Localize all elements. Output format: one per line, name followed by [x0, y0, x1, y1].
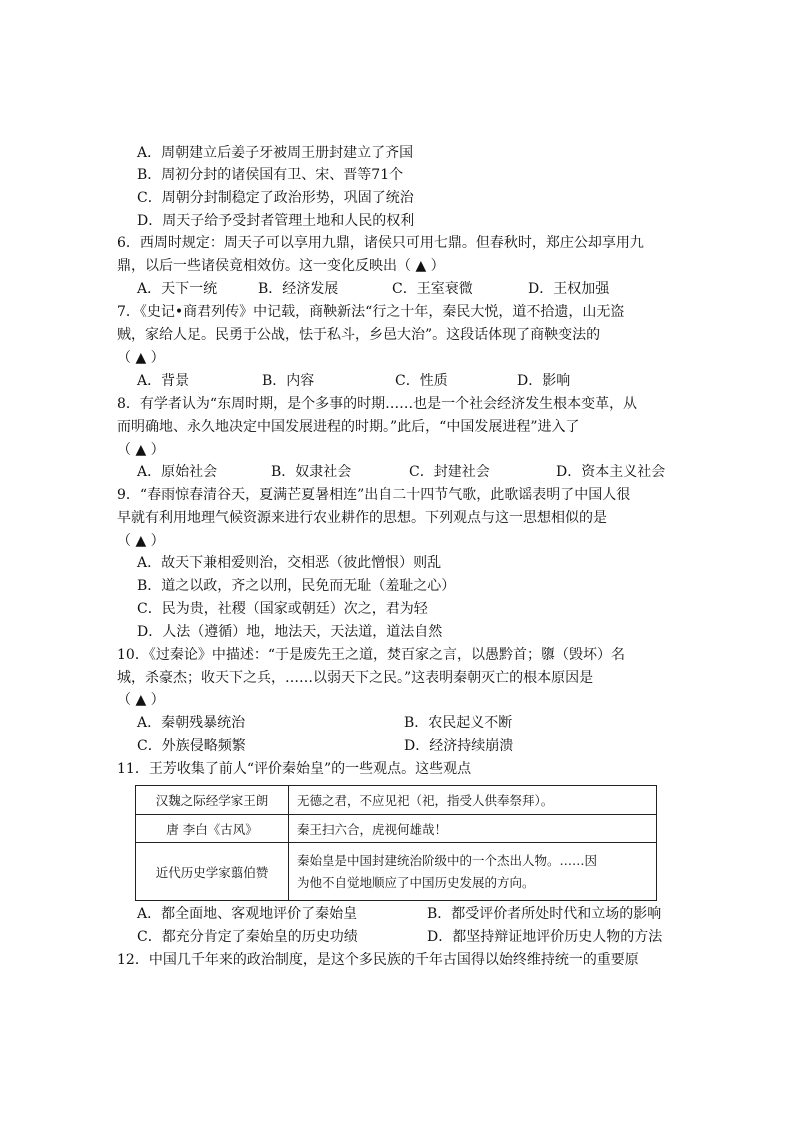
q9-option-b: B．道之以政，齐之以刑，民免而无耻（羞耻之心） — [137, 578, 456, 594]
q5-option-c: C．周朝分封制稳定了政治形势，巩固了统治 — [137, 190, 414, 206]
q5-option-a: A．周朝建立后姜子牙被周王册封建立了齐国 — [137, 145, 414, 161]
q10-option-c: C．外族侵略频繁 — [137, 738, 246, 754]
q7-option-b: B．内容 — [262, 373, 315, 389]
q8-option-d: D．资本主义社会 — [556, 464, 666, 480]
q7-option-a: A．背景 — [137, 373, 190, 389]
q10-option-b: B．农民起义不断 — [404, 715, 513, 731]
table-cell-source: 近代历史学家翦伯赞 — [136, 843, 289, 901]
table-row — [136, 815, 657, 843]
q8-answer-blank: （ ▲ ） — [117, 442, 165, 458]
q6-stem-line-2: 鼎，以后一些诸侯竟相效仿。这一变化反映出（ ▲ ） — [117, 258, 445, 274]
q8-stem-line-1: 8．有学者认为“东周时期，是个多事的时期……也是一个社会经济发生根本变革，从 — [117, 396, 638, 412]
table-row — [136, 786, 657, 815]
table-cell-view: 无德之君，不应见祀（祀，指受人供奉祭拜）。 — [289, 786, 657, 815]
q10-option-d: D．经济持续崩溃 — [404, 738, 514, 754]
q9-answer-blank: （ ▲ ） — [117, 533, 165, 549]
q10-stem-line-2: 城，杀豪杰；收天下之兵，……以弱天下之民。”这表明秦朝灭亡的根本原因是 — [117, 670, 594, 686]
q11-stem: 11．王芳收集了前人“评价秦始皇”的一些观点。这些观点 — [117, 761, 472, 777]
q6-option-c: C．王室衰微 — [392, 281, 473, 297]
table-cell-source: 唐 李白《古风》 — [136, 815, 289, 843]
q8-option-a: A．原始社会 — [137, 464, 218, 480]
q5-option-b: B．周初分封的诸侯国有卫、宋、晋等71个 — [137, 167, 404, 183]
q8-option-c: C．封建社会 — [409, 464, 490, 480]
q6-stem-line-1: 6．西周时规定：周天子可以享用九鼎，诸侯只可用七鼎。但春秋时，郑庄公却享用九 — [117, 235, 644, 251]
q8-option-b: B．奴隶社会 — [271, 464, 352, 480]
q10-option-a: A．秦朝残暴统治 — [137, 715, 246, 731]
q11-option-d: D．都坚持辩证地评价历史人物的方法 — [427, 929, 663, 945]
q11-option-a: A．都全面地、客观地评价了秦始皇 — [137, 906, 358, 922]
q9-stem-line-1: 9．“春雨惊春清谷天，夏满芒夏暑相连”出自二十四节气歌，此歌谣表明了中国人很 — [117, 487, 631, 503]
q9-stem-line-2: 早就有利用地理气候资源来进行农业耕作的思想。下列观点与这一思想相似的是 — [117, 510, 607, 526]
q7-option-d: D．影响 — [517, 373, 571, 389]
table-row — [136, 843, 657, 901]
q11-views-table — [135, 785, 657, 901]
q11-option-c: C．都充分肯定了秦始皇的历史功绩 — [137, 929, 358, 945]
q10-answer-blank: （ ▲ ） — [117, 692, 165, 708]
q9-option-c: C．民为贵，社稷（国家或朝廷）次之，君为轻 — [137, 601, 428, 617]
q6-option-a: A．天下一统 — [137, 281, 218, 297]
table-cell-source: 汉魏之际经学家王朗 — [136, 786, 289, 815]
q8-stem-line-2: 而明确地、永久地决定中国发展进程的时期。”此后，“中国发展进程”进入了 — [117, 419, 580, 435]
q7-stem-line-1: 7．《史记•商君列传》中记载，商鞅新法“行之十年，秦民大悦，道不拾遗，山无盗 — [117, 304, 625, 320]
table-cell-view — [289, 843, 657, 901]
q9-option-a: A．故天下兼相爱则治，交相恶（彼此憎恨）则乱 — [137, 555, 442, 571]
table-cell-view-line-2: 为他不自觉地顺应了中国历史发展的方向。 — [297, 874, 535, 890]
q6-option-d: D．王权加强 — [528, 281, 610, 297]
q9-option-d: D．人法（遵循）地，地法天，天法道，道法自然 — [137, 624, 443, 640]
q7-option-c: C．性质 — [395, 373, 448, 389]
q12-stem-line-1: 12．中国几千年来的政治制度，是这个多民族的千年古国得以始终维持统一的重要原 — [117, 952, 639, 968]
table-cell-view-line-1: 秦始皇是中国封建统治阶级中的一个杰出人物。……因 — [297, 852, 598, 868]
q6-option-b: B．经济发展 — [258, 281, 339, 297]
q11-option-b: B．都受评价者所处时代和立场的影响 — [427, 906, 662, 922]
table-cell-view: 秦王扫六合，虎视何雄哉！ — [289, 815, 657, 843]
q5-option-d: D．周天子给予受封者管理土地和人民的权利 — [137, 213, 415, 229]
q10-stem-line-1: 10．《过秦论》中描述：“于是废先王之道，焚百家之言，以愚黔首；隳（毁坏）名 — [117, 647, 625, 663]
q7-answer-blank: （ ▲ ） — [117, 350, 165, 366]
q7-stem-line-2: 贼，家给人足。民勇于公战，怯于私斗，乡邑大治”。这段话体现了商鞅变法的 — [117, 327, 601, 343]
